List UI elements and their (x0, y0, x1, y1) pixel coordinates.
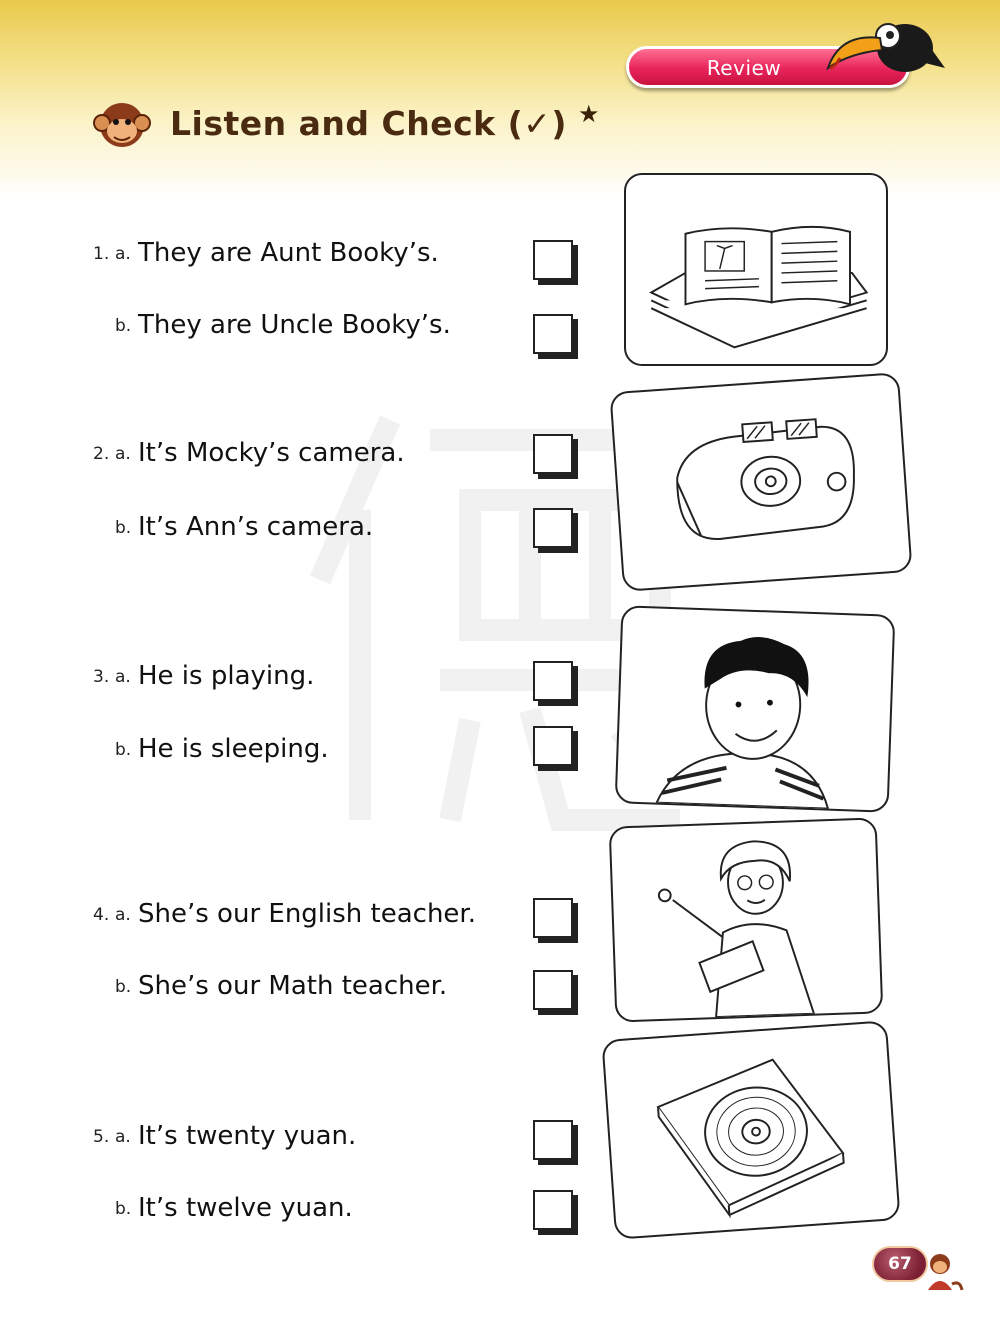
option-letter: b. (115, 316, 132, 336)
question-number: 3. (93, 667, 110, 687)
page-number: 67 (888, 1254, 912, 1274)
option-text: It’s twenty yuan. (138, 1121, 357, 1151)
question-number: 1. (93, 244, 110, 264)
option-letter: a. (115, 444, 131, 464)
option-letter: b. (115, 977, 132, 997)
checkbox-2a[interactable] (533, 434, 573, 474)
option-text: It’s twelve yuan. (138, 1193, 353, 1223)
option-letter: b. (115, 518, 132, 538)
cd-frame (601, 1020, 900, 1239)
option-letter: a. (115, 667, 131, 687)
option-letter: b. (115, 740, 132, 760)
option-text: He is sleeping. (138, 734, 329, 764)
books-frame (624, 173, 888, 366)
option-text: She’s our Math teacher. (138, 971, 448, 1001)
checkbox-1b[interactable] (533, 314, 573, 354)
review-label: Review (706, 56, 782, 80)
option-letter: b. (115, 1199, 132, 1219)
checkbox-3a[interactable] (533, 661, 573, 701)
checkbox-2b[interactable] (533, 508, 573, 548)
checkbox-4b[interactable] (533, 970, 573, 1010)
checkbox-5a[interactable] (533, 1120, 573, 1160)
checkbox-1a[interactable] (533, 240, 573, 280)
option-text: They are Aunt Booky’s. (138, 238, 439, 268)
toucan-icon (810, 8, 950, 88)
option-text: They are Uncle Booky’s. (138, 310, 451, 340)
question-number: 2. (93, 444, 110, 464)
question-number: 5. (93, 1127, 110, 1147)
option-letter: a. (115, 244, 131, 264)
option-text: She’s our English teacher. (138, 899, 476, 929)
camera-frame (609, 372, 912, 592)
star-icon: ★ (578, 100, 600, 128)
books-illustration (626, 175, 886, 364)
monkey-icon (92, 95, 152, 155)
teacher-illustration (611, 819, 882, 1020)
camera-illustration (612, 374, 911, 589)
option-letter: a. (115, 905, 131, 925)
page-title: Listen and Check (✓) (170, 104, 567, 143)
monkey-icon (918, 1250, 964, 1292)
checkbox-4a[interactable] (533, 898, 573, 938)
boy-illustration (617, 607, 894, 810)
option-text: It’s Mocky’s camera. (138, 438, 405, 468)
option-text: He is playing. (138, 661, 315, 691)
boy-frame (615, 605, 896, 812)
option-letter: a. (115, 1127, 131, 1147)
checkbox-5b[interactable] (533, 1190, 573, 1230)
checkbox-3b[interactable] (533, 726, 573, 766)
option-text: It’s Ann’s camera. (138, 512, 374, 542)
teacher-frame (609, 817, 884, 1022)
cd-illustration (604, 1022, 899, 1237)
question-number: 4. (93, 905, 110, 925)
